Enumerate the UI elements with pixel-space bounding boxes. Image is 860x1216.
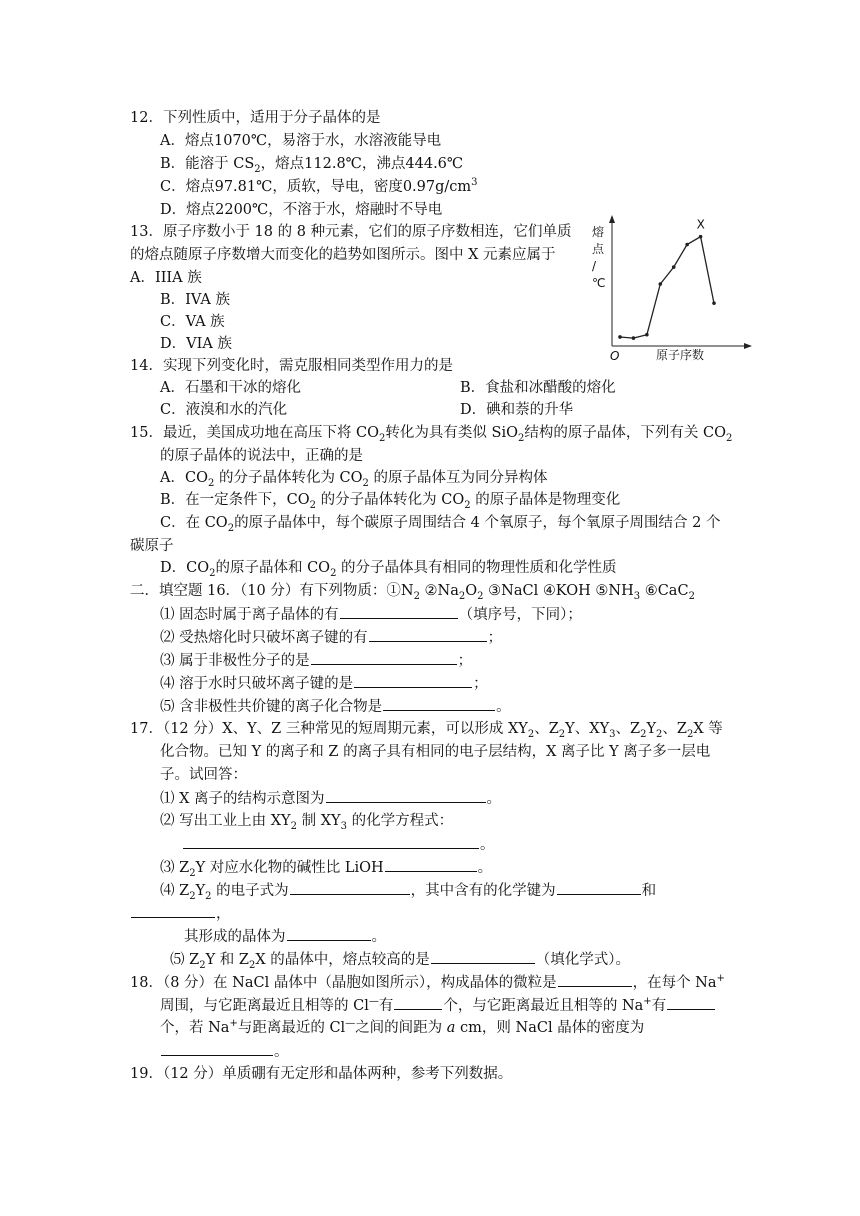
q14-stem: 14．实现下列变化时，需克服相同类型作用力的是 xyxy=(130,358,453,374)
q17-blank4b[interactable] xyxy=(557,880,641,895)
q12-option-b: B．能溶于 $CS_2$，熔点112.8℃，沸点444.6℃ xyxy=(160,156,464,175)
chart-xlabel: 原子序数 xyxy=(656,348,705,362)
q15-option-d: D．$CO_2$的原子晶体和 $CO_2$ 的分子晶体具有相同的物理性质和化学性质 xyxy=(160,560,617,579)
chart-series-line xyxy=(620,237,714,338)
q17-blank4a[interactable] xyxy=(290,880,410,895)
chart-point-1 xyxy=(618,335,622,339)
q13-stem-line2: 的熔点随原子序数增大而变化的趋势如图所示。图中 X 元素应属于 xyxy=(130,247,556,263)
chart-x-axis-arrow xyxy=(744,343,752,349)
q15-option-b: B．在一定条件下，$CO_2$ 的分子晶体转化为 $CO_2$ 的原子晶体是物理变化 xyxy=(160,492,621,511)
q15-option-a: A．$CO_2$ 的分子晶体转化为 $CO_2$ 的原子晶体互为同分异构体 xyxy=(160,470,548,489)
q18-line3: 个，若 Na+与距离最近的 Cl—之间的间距为 a cm，则 NaCl 晶体的密度为 xyxy=(160,1018,645,1036)
q17-blank4c[interactable] xyxy=(131,903,215,918)
q18-blank3[interactable] xyxy=(667,995,715,1010)
q18-blank1[interactable] xyxy=(558,972,632,987)
q15-stem-line2: 的原子晶体的说法中，正确的是 xyxy=(160,448,363,464)
chart-ylabel-char: 点 xyxy=(592,242,605,256)
chart-point-7 xyxy=(699,235,703,239)
q18-blank4[interactable] xyxy=(161,1041,273,1056)
q16-header: 二．填空题 16．（10 分）有下列物质：$①N_2$ $②Na_2O_2$ ③NaCl ④KOH $⑤NH_3$ ⑥CaC$_2$ xyxy=(130,583,695,602)
chart-point-5 xyxy=(672,265,676,269)
q17-blank1[interactable] xyxy=(326,788,486,803)
q17-sub5: ⑸ $Z_2Y$ 和 $Z_2X$ 的晶体中，熔点较高的是 （填化学式）。 xyxy=(170,949,630,970)
q13-option-b: B．IVA 族 xyxy=(160,292,230,308)
q12-option-d: D．熔点2200℃，不溶于水，熔融时不导电 xyxy=(160,202,443,218)
q18-line1: 18．（8 分）在 NaCl 晶体中（晶胞如图所示），构成晶体的微粒是 ，在每个 Na+ xyxy=(130,973,725,991)
chart-ylabel-char: 熔 xyxy=(592,225,605,239)
q12-stem: 12．下列性质中，适用于分子晶体的是 xyxy=(130,110,381,126)
q16-blank5[interactable] xyxy=(383,696,495,711)
q19-line1: 19．（12 分）单质硼有无定形和晶体两种，参考下列数据。 xyxy=(130,1066,513,1082)
q17-sub2: ⑵ 写出工业上由 $XY_2$ 制 $XY_3$ 的化学方程式： xyxy=(160,813,454,832)
q16-blank4[interactable] xyxy=(354,673,472,688)
chart-origin: O xyxy=(610,349,620,362)
q17-sub4: ⑷ $Z_2Y_2$ 的电子式为 ，其中含有的化学键为 和 xyxy=(160,880,656,901)
q16-blank1[interactable] xyxy=(340,604,458,619)
q17-blank3[interactable] xyxy=(385,857,477,872)
q17-blank4d[interactable] xyxy=(287,926,371,941)
q15-option-c: C．在 $CO_2$的原子晶体中，每个碳原子周围结合 4 个氧原子，每个氧原子周围结合 2 个 xyxy=(160,515,721,534)
q13-option-a: A．IIIA 族 xyxy=(130,270,202,286)
q18-blank2[interactable] xyxy=(394,995,442,1010)
q17-blank5[interactable] xyxy=(431,949,535,964)
q17-stem-line3: 子。试回答： xyxy=(160,767,247,783)
q16-blank2[interactable] xyxy=(369,627,487,642)
chart-point-6 xyxy=(685,243,689,247)
chart-ylabel-char: ℃ xyxy=(592,276,606,290)
q17-sub1: ⑴ X 离子的结构示意图为 。 xyxy=(160,788,501,809)
chart-annotation-x: X xyxy=(696,217,705,232)
chart-ylabel-char: / xyxy=(592,259,597,273)
chart-y-axis-arrow xyxy=(609,215,615,223)
q17-sub3: ⑶ $Z_2Y$ 对应水化物的碱性比 LiOH 。 xyxy=(160,857,492,878)
q16-sub4: ⑷ 溶于水时只破坏离子键的是 ； xyxy=(160,673,488,694)
q13-stem-line1: 13．原子序数小于 18 的 8 种元素，它们的原子序数相连，它们单质 xyxy=(130,224,572,240)
q17-stem-line2: 化合物。已知 Y 的离子和 Z 的离子具有相同的电子层结构，X 离子比 Y 离子多一层电 xyxy=(160,744,711,760)
q12-option-c: C．熔点97.81℃，质软，导电，密度$0.97g/cm^3$ xyxy=(160,177,478,195)
q16-sub3: ⑶ 属于非极性分子的是 ； xyxy=(160,650,472,671)
q12-option-a: A．熔点1070℃，易溶于水，水溶液能导电 xyxy=(160,133,442,149)
melting-point-chart xyxy=(584,210,754,362)
q18-line4: 。 xyxy=(160,1041,289,1062)
q13-option-d: D．VIA 族 xyxy=(160,336,232,352)
q17-blank2[interactable] xyxy=(183,834,479,849)
q17-sub4-crystal: 其形成的晶体为 。 xyxy=(184,926,386,947)
q14-option-a: A．石墨和干冰的熔化 xyxy=(160,380,301,396)
q18-line2: 周围，与它距离最近且相等的 Cl—有 个，与它距离最近且相等的 Na+有 xyxy=(160,995,716,1016)
q16-sub1: ⑴ 固态时属于离子晶体的有 （填序号，下同）； xyxy=(160,604,582,625)
chart-ylabel xyxy=(592,224,605,290)
q15-option-c-cont: 碳原子 xyxy=(130,538,174,554)
q14-option-d: D．碘和萘的升华 xyxy=(460,402,574,418)
chart-point-4 xyxy=(658,282,662,286)
q14-option-b: B．食盐和冰醋酸的熔化 xyxy=(460,380,616,396)
q16-sub2: ⑵ 受热熔化时只破坏离子键的有 ； xyxy=(160,627,502,648)
chart-point-8 xyxy=(712,301,716,305)
q14-option-c: C．液溴和水的汽化 xyxy=(160,402,288,418)
chart-point-3 xyxy=(645,333,649,337)
q15-stem-line1: 15．最近，美国成功地在高压下将 $CO_2$转化为具有类似 SiO$_2$结构的原子晶体，下列有关 $CO_2$ xyxy=(130,425,733,444)
q17-stem-line1: 17．（12 分）X、Y、Z 三种常见的短周期元素，可以形成 $XY_2$、$Z_2Y$、$XY_3$、$Z_2Y_2$、$Z_2X$ 等 xyxy=(130,721,723,740)
q16-sub5: ⑸ 含非极性共价键的离子化合物是 。 xyxy=(160,696,511,717)
q17-sub2-answer: 。 xyxy=(182,834,495,855)
q17-sub4-cont: ， xyxy=(130,903,231,924)
q13-option-c: C．VA 族 xyxy=(160,314,225,330)
chart-point-2 xyxy=(632,336,636,340)
q16-blank3[interactable] xyxy=(311,650,457,665)
